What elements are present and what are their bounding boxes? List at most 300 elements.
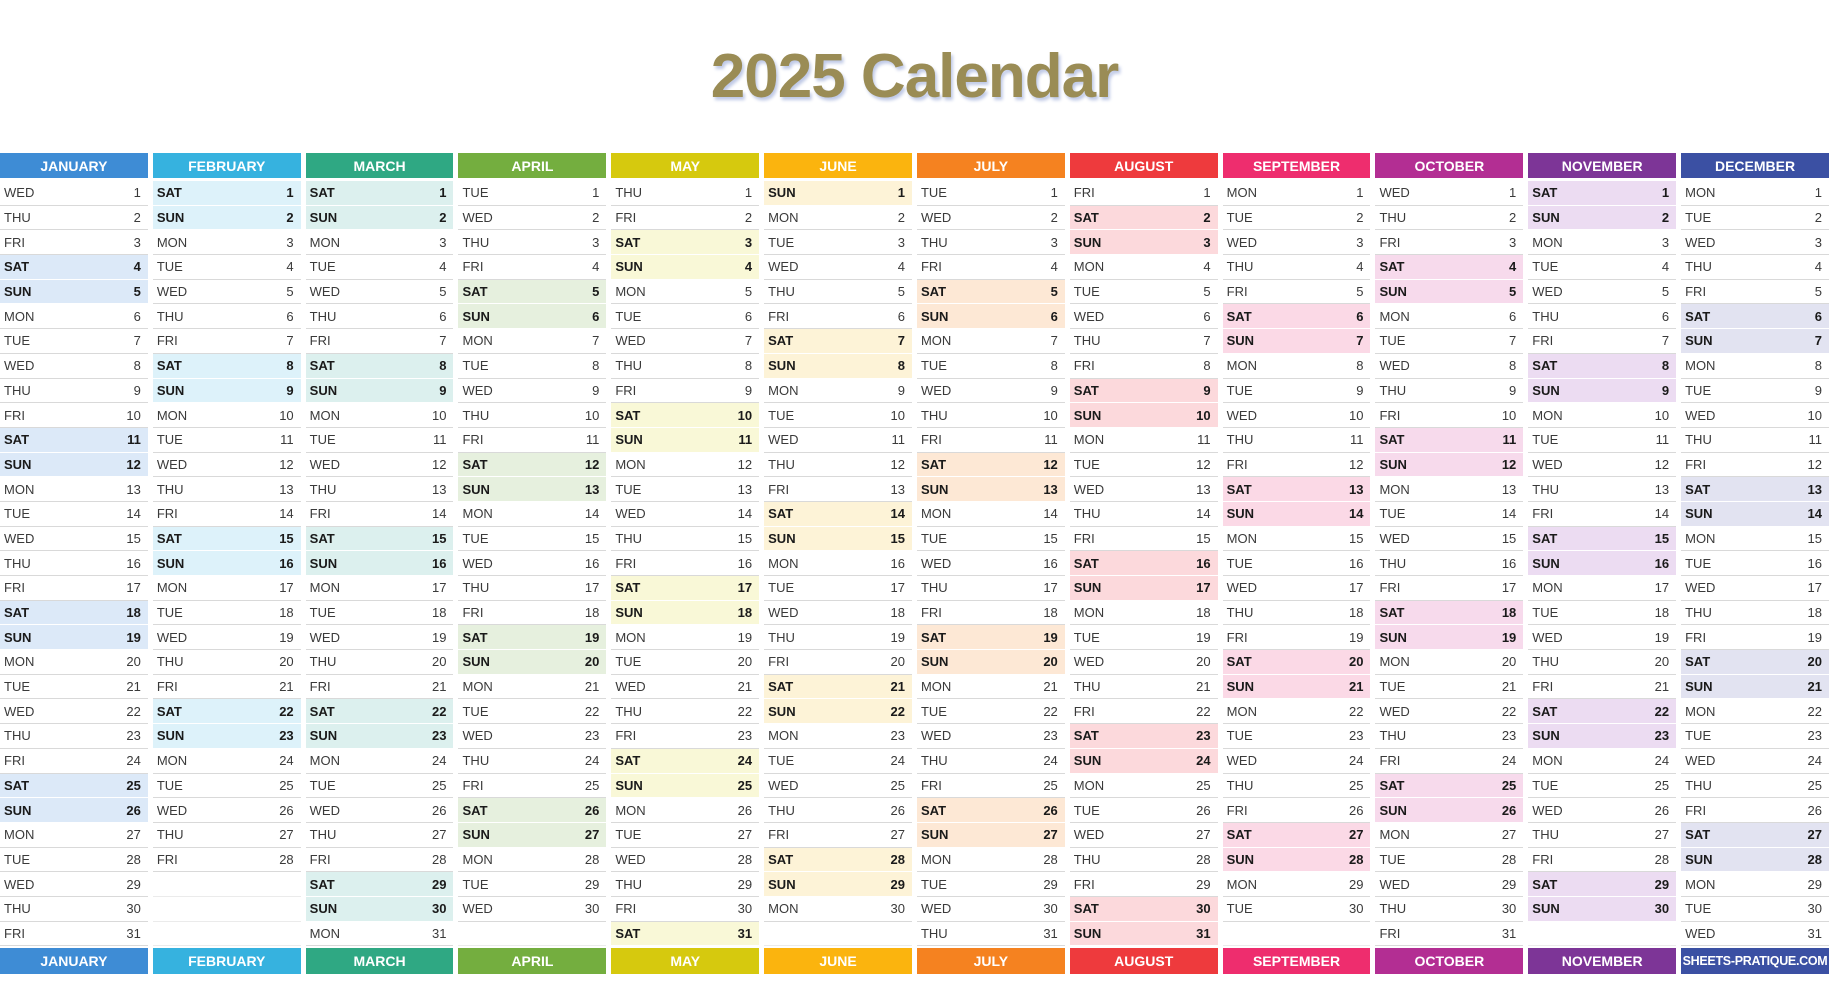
empty-cell <box>153 897 301 922</box>
day-name-label: THU <box>156 481 184 497</box>
day-name-label: SAT <box>1379 432 1405 448</box>
day-number: 29 <box>1501 876 1517 892</box>
day-name-label: FRI <box>1226 284 1248 300</box>
day-name-label: THU <box>615 358 643 374</box>
day-number: 21 <box>1501 679 1517 695</box>
day-cell <box>306 551 454 576</box>
day-number: 25 <box>1654 777 1670 793</box>
day-number: 4 <box>1814 259 1822 275</box>
day-cell <box>0 749 148 774</box>
day-name-label: WED <box>462 728 493 744</box>
day-number: 25 <box>584 777 600 793</box>
day-name-label: TUE <box>462 358 489 374</box>
day-name-label: SAT <box>1379 777 1405 793</box>
day-number: 4 <box>286 259 294 275</box>
day-name-label: WED <box>309 629 340 645</box>
title-bar <box>0 0 1829 153</box>
day-cell <box>1223 477 1371 502</box>
day-cell <box>1681 872 1829 897</box>
day-cell <box>1070 576 1218 601</box>
month-header-january: JANUARY <box>0 153 148 178</box>
day-number: 22 <box>890 703 905 719</box>
day-name-label: FRI <box>1532 506 1554 522</box>
day-number: 29 <box>1043 876 1058 892</box>
day-cell <box>764 379 912 404</box>
day-number: 7 <box>897 333 905 349</box>
day-number: 16 <box>1196 555 1211 571</box>
day-number: 19 <box>1807 629 1822 645</box>
day-name-label: WED <box>615 679 646 695</box>
day-name-label: SUN <box>4 629 32 645</box>
day-number: 11 <box>1502 432 1517 448</box>
empty-cell <box>764 922 912 947</box>
day-name-label: FRI <box>1226 456 1248 472</box>
day-number: 22 <box>1043 703 1058 719</box>
day-name-label: MON <box>1226 185 1257 201</box>
day-number: 25 <box>1196 777 1211 793</box>
month-header-july: JULY <box>917 153 1065 178</box>
day-name-label: FRI <box>1379 407 1401 423</box>
day-name-label: THU <box>462 407 490 423</box>
day-cell <box>1223 354 1371 379</box>
day-name-label: FRI <box>615 555 637 571</box>
day-name-label: THU <box>1073 333 1101 349</box>
day-cell <box>1681 379 1829 404</box>
day-number: 12 <box>1654 456 1670 472</box>
day-number: 14 <box>1807 506 1822 522</box>
day-cell <box>0 551 148 576</box>
day-name-label: FRI <box>4 234 25 250</box>
day-cell <box>0 848 148 873</box>
day-name-label: THU <box>1379 210 1407 226</box>
day-name-label: THU <box>1226 432 1254 448</box>
day-name-label: THU <box>1532 654 1559 670</box>
day-number: 24 <box>890 753 905 769</box>
day-name-label: FRI <box>1685 629 1707 645</box>
day-name-label: TUE <box>309 777 336 793</box>
day-number: 5 <box>286 284 294 300</box>
day-cell <box>0 329 148 354</box>
day-number: 8 <box>744 358 753 374</box>
day-name-label: THU <box>1379 555 1407 571</box>
day-number: 7 <box>1661 333 1670 349</box>
day-number: 1 <box>133 185 141 201</box>
day-name-label: FRI <box>920 777 942 793</box>
day-name-label: MON <box>4 827 35 843</box>
day-cell <box>611 502 759 527</box>
day-name-label: SUN <box>1226 851 1255 867</box>
day-name-label: THU <box>4 901 31 917</box>
day-name-label: MON <box>309 234 340 250</box>
day-cell <box>1681 304 1829 329</box>
day-number: 14 <box>126 506 141 522</box>
day-name-label: WED <box>1379 876 1410 892</box>
day-number: 28 <box>1348 851 1364 867</box>
day-name-label: SAT <box>1226 654 1252 670</box>
day-cell <box>458 625 606 650</box>
day-cell <box>1681 403 1829 428</box>
day-number: 6 <box>1661 308 1670 324</box>
day-name-label: THU <box>1685 605 1712 621</box>
page-title: 2025 Calendar <box>710 42 1119 111</box>
day-name-label: SUN <box>309 555 338 571</box>
day-name-label: THU <box>615 185 643 201</box>
day-name-label: SUN <box>1379 456 1407 472</box>
day-cell <box>458 848 606 873</box>
day-name-label: TUE <box>309 259 336 275</box>
day-number: 14 <box>1196 506 1211 522</box>
day-cell <box>611 428 759 453</box>
day-cell <box>306 601 454 626</box>
day-name-label: TUE <box>1226 728 1253 744</box>
day-cell <box>917 724 1065 749</box>
day-cell <box>917 502 1065 527</box>
day-name-label: THU <box>768 629 795 645</box>
day-cell <box>458 576 606 601</box>
day-number: 19 <box>584 629 600 645</box>
month-header-april: APRIL <box>458 153 606 178</box>
day-number: 21 <box>584 679 600 695</box>
day-number: 26 <box>584 802 600 818</box>
day-cell <box>611 206 759 231</box>
day-name-label: WED <box>1379 530 1410 546</box>
day-name-label: WED <box>4 703 35 719</box>
month-header-october: OCTOBER <box>1375 153 1523 178</box>
day-number: 24 <box>1654 753 1670 769</box>
day-name-label: SAT <box>4 259 30 275</box>
month-footer-may: MAY <box>611 948 759 974</box>
empty-cell <box>1223 922 1371 947</box>
day-cell <box>306 699 454 724</box>
day-number: 9 <box>133 382 141 398</box>
day-name-label: TUE <box>462 185 489 201</box>
day-number: 1 <box>1050 185 1058 201</box>
day-number: 1 <box>1356 185 1364 201</box>
day-number: 2 <box>744 210 753 226</box>
day-name-label: FRI <box>462 605 484 621</box>
day-number: 26 <box>1043 802 1058 818</box>
day-number: 26 <box>1501 802 1517 818</box>
day-cell <box>1681 230 1829 255</box>
day-number: 22 <box>584 703 600 719</box>
day-name-label: FRI <box>1073 530 1095 546</box>
day-name-label: FRI <box>768 827 790 843</box>
day-number: 19 <box>1348 629 1364 645</box>
day-number: 27 <box>584 827 600 843</box>
day-cell <box>611 230 759 255</box>
day-name-label: MON <box>1685 703 1716 719</box>
day-name-label: WED <box>156 284 188 300</box>
day-cell <box>1223 206 1371 231</box>
day-name-label: SUN <box>156 728 185 744</box>
day-number: 16 <box>126 555 141 571</box>
day-cell <box>0 379 148 404</box>
day-cell <box>1375 477 1523 502</box>
day-name-label: MON <box>1685 358 1716 374</box>
day-name-label: THU <box>1379 901 1407 917</box>
day-name-label: WED <box>1532 802 1563 818</box>
day-number: 6 <box>897 308 905 324</box>
day-number: 2 <box>1050 210 1058 226</box>
day-cell <box>306 403 454 428</box>
day-number: 5 <box>1509 284 1517 300</box>
day-number: 24 <box>279 753 294 769</box>
day-cell <box>0 304 148 329</box>
day-number: 15 <box>1196 530 1211 546</box>
day-number: 1 <box>286 185 294 201</box>
day-number: 24 <box>584 753 600 769</box>
day-number: 15 <box>126 530 141 546</box>
day-number: 26 <box>1348 802 1364 818</box>
day-cell <box>1681 848 1829 873</box>
day-name-label: TUE <box>156 432 183 448</box>
day-cell <box>611 897 759 922</box>
day-cell <box>1070 749 1218 774</box>
day-number: 20 <box>1348 654 1364 670</box>
day-number: 30 <box>432 901 447 917</box>
day-cell <box>764 823 912 848</box>
day-name-label: SUN <box>1532 728 1560 744</box>
day-number: 21 <box>1654 679 1670 695</box>
day-name-label: MON <box>1685 530 1716 546</box>
day-cell <box>917 699 1065 724</box>
day-name-label: WED <box>462 555 493 571</box>
day-number: 31 <box>126 925 141 941</box>
day-name-label: MON <box>768 210 799 226</box>
day-cell <box>1070 551 1218 576</box>
day-cell <box>764 650 912 675</box>
day-cell <box>764 329 912 354</box>
day-number: 31 <box>432 925 447 941</box>
day-name-label: TUE <box>615 308 642 324</box>
day-name-label: WED <box>768 432 799 448</box>
day-cell <box>458 798 606 823</box>
day-name-label: TUE <box>768 234 795 250</box>
day-name-label: SAT <box>768 333 794 349</box>
day-number: 2 <box>1203 210 1211 226</box>
day-number: 12 <box>1196 456 1211 472</box>
day-name-label: MON <box>1379 481 1410 497</box>
day-number: 31 <box>1807 925 1822 941</box>
day-name-label: THU <box>309 654 337 670</box>
day-number: 7 <box>744 333 753 349</box>
day-name-label: MON <box>1532 407 1563 423</box>
day-number: 23 <box>1196 728 1211 744</box>
day-name-label: TUE <box>309 605 336 621</box>
day-number: 11 <box>738 432 753 448</box>
day-number: 6 <box>592 308 600 324</box>
day-cell <box>1375 601 1523 626</box>
day-name-label: THU <box>462 753 490 769</box>
day-cell <box>1223 280 1371 305</box>
day-number: 8 <box>1050 358 1058 374</box>
day-number: 10 <box>279 407 294 423</box>
day-number: 17 <box>890 580 905 596</box>
day-cell <box>1070 872 1218 897</box>
day-cell <box>1528 403 1676 428</box>
day-name-label: SAT <box>462 802 488 818</box>
day-number: 16 <box>737 555 753 571</box>
day-cell <box>1681 576 1829 601</box>
day-cell <box>153 280 301 305</box>
day-number: 7 <box>592 333 600 349</box>
day-number: 9 <box>897 382 905 398</box>
day-name-label: MON <box>1073 259 1105 275</box>
day-cell <box>917 453 1065 478</box>
day-name-label: THU <box>615 703 643 719</box>
day-name-label: WED <box>462 901 493 917</box>
day-cell <box>458 872 606 897</box>
day-name-label: FRI <box>1379 753 1401 769</box>
day-name-label: MON <box>462 851 493 867</box>
day-name-label: THU <box>309 827 337 843</box>
day-cell <box>1223 453 1371 478</box>
day-cell <box>153 823 301 848</box>
day-number: 20 <box>1501 654 1517 670</box>
day-cell <box>917 230 1065 255</box>
day-number: 20 <box>1196 654 1211 670</box>
day-number: 29 <box>432 876 447 892</box>
day-cell <box>1070 897 1218 922</box>
day-number: 25 <box>737 777 753 793</box>
day-cell <box>611 304 759 329</box>
day-name-label: SUN <box>1073 580 1102 596</box>
day-cell <box>1070 428 1218 453</box>
day-number: 9 <box>1050 382 1058 398</box>
day-name-label: WED <box>615 851 646 867</box>
day-number: 28 <box>126 851 141 867</box>
day-cell <box>153 774 301 799</box>
month-column-april <box>458 153 606 974</box>
month-header-november: NOVEMBER <box>1528 153 1676 178</box>
day-number: 20 <box>279 654 294 670</box>
day-name-label: SUN <box>920 827 949 843</box>
day-name-label: SUN <box>920 308 949 324</box>
day-name-label: SAT <box>309 185 335 201</box>
day-number: 28 <box>279 851 294 867</box>
month-column-november <box>1528 153 1676 974</box>
day-cell <box>1070 922 1218 947</box>
day-number: 2 <box>1356 210 1364 226</box>
day-name-label: SAT <box>462 284 488 300</box>
day-number: 17 <box>1348 580 1364 596</box>
day-number: 10 <box>1501 407 1517 423</box>
day-name-label: TUE <box>1685 382 1712 398</box>
day-name-label: TUE <box>1532 605 1559 621</box>
day-cell <box>1070 403 1218 428</box>
day-name-label: SUN <box>309 728 338 744</box>
day-name-label: THU <box>1532 481 1559 497</box>
day-cell <box>1528 428 1676 453</box>
day-cell <box>306 724 454 749</box>
site-link[interactable]: SHEETS-PRATIQUE.COM <box>1681 948 1829 974</box>
day-name-label: FRI <box>156 851 178 867</box>
day-name-label: FRI <box>156 333 178 349</box>
day-number: 3 <box>592 234 600 250</box>
day-number: 21 <box>1196 679 1211 695</box>
day-name-label: SAT <box>768 679 794 695</box>
day-name-label: MON <box>4 308 35 324</box>
day-name-label: SAT <box>1226 481 1252 497</box>
day-number: 3 <box>1203 234 1211 250</box>
day-name-label: SUN <box>1685 333 1713 349</box>
day-number: 8 <box>1356 358 1364 374</box>
day-number: 7 <box>1203 333 1211 349</box>
day-name-label: MON <box>1532 580 1563 596</box>
day-number: 15 <box>737 530 753 546</box>
day-number: 5 <box>744 284 753 300</box>
day-cell <box>1528 255 1676 280</box>
day-number: 22 <box>1196 703 1211 719</box>
day-name-label: WED <box>1379 703 1410 719</box>
day-cell <box>1070 724 1218 749</box>
day-cell <box>0 798 148 823</box>
empty-cell <box>153 922 301 947</box>
day-number: 13 <box>890 481 905 497</box>
day-cell <box>764 181 912 206</box>
day-cell <box>1375 280 1523 305</box>
day-number: 17 <box>432 580 447 596</box>
day-name-label: SAT <box>615 234 641 250</box>
day-number: 17 <box>126 580 141 596</box>
day-name-label: THU <box>4 728 31 744</box>
day-number: 28 <box>1807 851 1822 867</box>
day-number: 5 <box>592 284 600 300</box>
day-number: 20 <box>1654 654 1670 670</box>
day-number: 18 <box>126 605 141 621</box>
day-name-label: THU <box>1226 605 1254 621</box>
day-name-label: TUE <box>1073 629 1100 645</box>
day-name-label: WED <box>1226 753 1257 769</box>
day-number: 15 <box>1501 530 1517 546</box>
day-number: 27 <box>1501 827 1517 843</box>
day-number: 16 <box>1654 555 1670 571</box>
day-cell <box>611 403 759 428</box>
day-name-label: TUE <box>1532 432 1559 448</box>
day-number: 12 <box>432 456 447 472</box>
day-number: 3 <box>1814 234 1822 250</box>
day-cell <box>153 724 301 749</box>
day-name-label: WED <box>920 210 952 226</box>
month-header-february: FEBRUARY <box>153 153 301 178</box>
day-number: 6 <box>1203 308 1211 324</box>
day-cell <box>764 527 912 552</box>
day-number: 19 <box>1043 629 1058 645</box>
day-number: 29 <box>737 876 753 892</box>
day-cell <box>1681 255 1829 280</box>
day-name-label: MON <box>1532 753 1563 769</box>
day-number: 23 <box>432 728 447 744</box>
day-cell <box>917 206 1065 231</box>
day-name-label: WED <box>1379 185 1410 201</box>
day-cell <box>1070 453 1218 478</box>
day-cell <box>764 230 912 255</box>
day-name-label: THU <box>1532 827 1559 843</box>
day-cell <box>153 650 301 675</box>
day-cell <box>153 354 301 379</box>
day-cell <box>1070 304 1218 329</box>
day-number: 1 <box>1509 185 1517 201</box>
month-footer-august: AUGUST <box>1070 948 1218 974</box>
day-number: 9 <box>439 382 447 398</box>
day-cell <box>611 798 759 823</box>
day-name-label: SUN <box>309 382 338 398</box>
month-rows-march <box>306 181 454 946</box>
day-cell <box>764 206 912 231</box>
day-cell <box>153 304 301 329</box>
day-cell <box>1375 675 1523 700</box>
day-name-label: THU <box>1379 728 1407 744</box>
